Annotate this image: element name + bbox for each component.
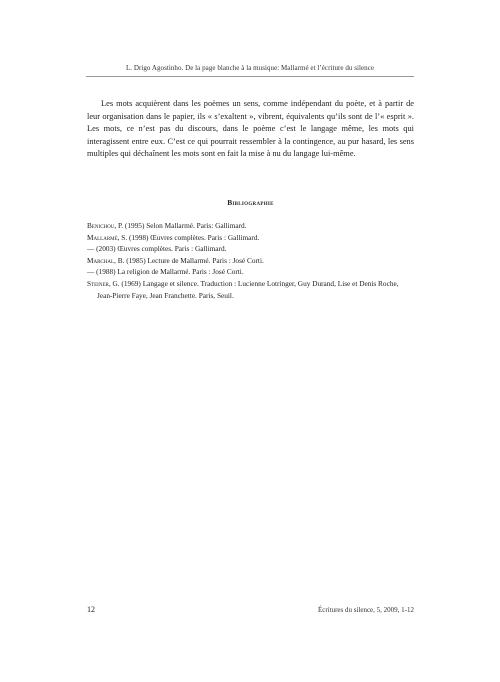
bibliography-list: [87, 220, 414, 301]
entry-author: Benichou: [87, 221, 115, 230]
entry-details: — (2003) Œuvres complètes. Paris : Gallimard.: [87, 244, 227, 254]
entry-author: Marchal: [87, 255, 115, 265]
entry-details: — (1988) La religion de Mallarmé. Paris : José Corti.: [87, 267, 244, 277]
bibliography-entry-benichou: [87, 220, 414, 232]
entry-author: Steiner: [87, 278, 109, 288]
journal-citation: Écritures du silence, 5, 2009, 1-12: [317, 606, 414, 614]
running-head: L. Drigo Agostinho. De la page blanche à la musique: Mallarmé et l’écriture du silence: [125, 64, 375, 72]
bibliography-entry-marchal-1985: [87, 255, 414, 267]
body-paragraph: Les mots acquièrent dans les poèmes un sens, comme indépendant du poète, et à partir de leur organisation dans le papier, ils « s’exaltent », vibrent, équivalents qu’ils sont de l’« esprit ». Les mots, ce n’est pas du discours, dans le poème c’est le langage même, les mots qui interagissent entre eux. C’est ce qui pourrait ressembler à la contingence, au pur hasard, les sens multiples qui déchaînent les mots sont en fait la mise à nu du langage lui-même.: [87, 99, 414, 159]
bibliography-heading: Bibliographie: [227, 198, 274, 207]
header-rule: [86, 76, 414, 77]
entry-details: , B. (1985) Lecture de Mallarmé. Paris : José Corti.: [114, 255, 264, 265]
bibliography-entry-marchal-1988: [87, 266, 414, 278]
bibliography-entry-steiner: [87, 278, 414, 301]
entry-details: , P. (1995) Selon Mallarmé. Paris: Gallimard.: [114, 221, 247, 230]
entry-details: , G. (1969) Langage et silence. Traduction : Lucienne Lotringer, Guy Durand, Lise et Denis Roche, Jean-Pierre Faye, Jean Franchette. Paris, Seuil.: [97, 278, 399, 300]
bibliography-entry-mallarme-2003: [87, 243, 414, 255]
entry-author: Mallarmé: [87, 232, 118, 242]
bibliography-entry-mallarme-1998: [87, 232, 414, 244]
entry-details: , S. (1998) Œuvres complètes. Paris : Gallimard.: [117, 232, 260, 242]
page-number: 12: [87, 605, 95, 614]
